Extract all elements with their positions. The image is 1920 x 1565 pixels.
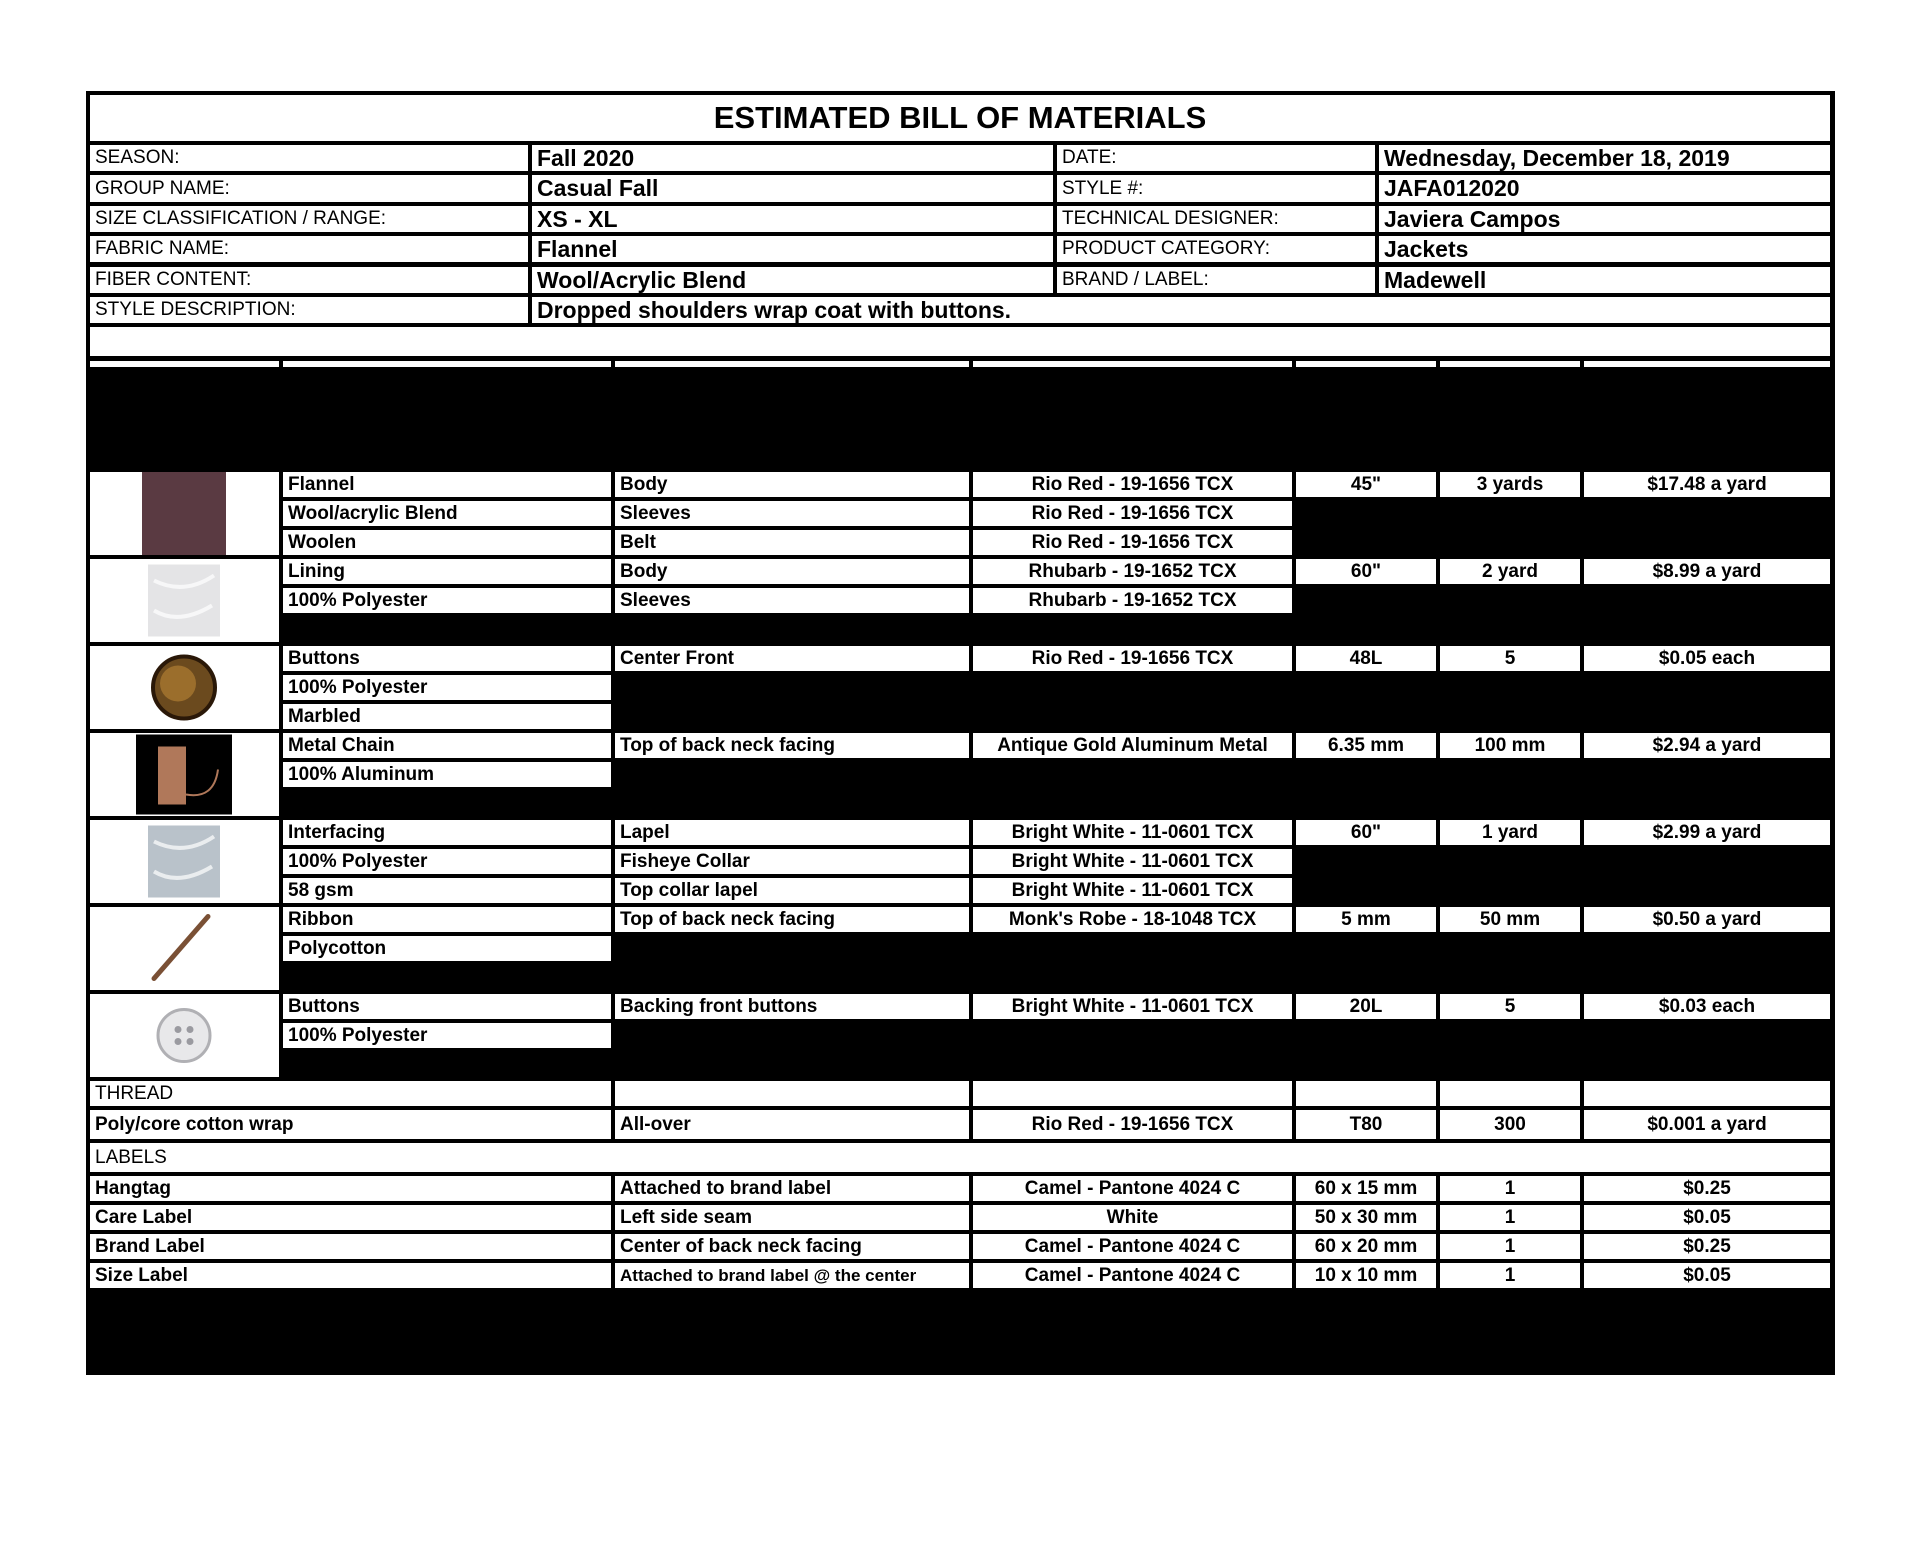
label-cell: White	[973, 1205, 1292, 1230]
spacer-row	[90, 327, 1830, 356]
size-value: XS - XL	[532, 206, 1053, 232]
label-cell: $0.25	[1584, 1176, 1830, 1201]
label-item: Size Label	[90, 1263, 611, 1288]
label-cell: 10 x 10 mm	[1296, 1263, 1436, 1288]
table-cell: 1 yard	[1440, 820, 1580, 845]
style_no-label: STYLE #:	[1057, 175, 1375, 202]
table-cell: 60"	[1296, 559, 1436, 584]
table-cell: 20L	[1296, 994, 1436, 1019]
table-cell: Flannel	[283, 472, 611, 497]
table-cell: Bright White - 11-0601 TCX	[973, 820, 1292, 845]
label-cell: 50 x 30 mm	[1296, 1205, 1436, 1230]
ribbon-icon	[90, 907, 279, 990]
label-cell: $0.05	[1584, 1263, 1830, 1288]
image-cell	[90, 646, 279, 729]
table-cell: Woolen	[283, 530, 611, 555]
column-header-line	[90, 361, 279, 365]
column-header-line	[973, 361, 1292, 365]
table-cell: Monk's Robe - 18-1048 TCX	[973, 907, 1292, 932]
label-item: Hangtag	[90, 1176, 611, 1201]
tech-value: Javiera Campos	[1379, 206, 1830, 232]
bill-of-materials-sheet	[86, 91, 1835, 1375]
category-label: PRODUCT CATEGORY:	[1057, 236, 1375, 262]
label-cell: Camel - Pantone 4024 C	[973, 1263, 1292, 1288]
table-cell: $0.50 a yard	[1584, 907, 1830, 932]
thread-section-label: THREAD	[90, 1081, 611, 1106]
table-cell: Buttons	[283, 994, 611, 1019]
brand-label: BRAND / LABEL:	[1057, 267, 1375, 293]
fiber-label: FIBER CONTENT:	[90, 267, 528, 293]
empty-cell	[1584, 1081, 1830, 1106]
date-label: DATE:	[1057, 145, 1375, 171]
table-cell: Top of back neck facing	[615, 733, 969, 758]
column-header-item	[283, 361, 611, 367]
table-cell: Antique Gold Aluminum Metal	[973, 733, 1292, 758]
table-cell: 58 gsm	[283, 878, 611, 903]
column-header-size	[1296, 361, 1436, 367]
tech-label: TECHNICAL DESIGNER:	[1057, 206, 1375, 232]
label-cell: Attached to brand label	[615, 1176, 969, 1201]
table-cell: $0.05 each	[1584, 646, 1830, 671]
image-cell	[90, 472, 279, 555]
table-cell: Top collar lapel	[615, 878, 969, 903]
table-cell: Buttons	[283, 646, 611, 671]
group-value: Casual Fall	[532, 175, 1053, 202]
season-value: Fall 2020	[532, 145, 1053, 171]
thread-cell: Rio Red - 19-1656 TCX	[973, 1110, 1292, 1139]
table-cell: 100% Polyester	[283, 849, 611, 874]
image-cell	[90, 907, 279, 990]
label-cell: 1	[1440, 1263, 1580, 1288]
date-value: Wednesday, December 18, 2019	[1379, 145, 1830, 171]
column-header-line	[1440, 361, 1580, 365]
table-cell: Body	[615, 559, 969, 584]
white-button-icon	[90, 994, 279, 1077]
thread-cell: 300	[1440, 1110, 1580, 1139]
table-cell: Interfacing	[283, 820, 611, 845]
style_no-value: JAFA012020	[1379, 175, 1830, 202]
table-cell: $17.48 a yard	[1584, 472, 1830, 497]
label-item: Care Label	[90, 1205, 611, 1230]
column-header-placement	[615, 361, 969, 367]
fiber-value: Wool/Acrylic Blend	[532, 267, 1053, 293]
table-cell: 45"	[1296, 472, 1436, 497]
group-label: GROUP NAME:	[90, 175, 528, 202]
style-description-value: Dropped shoulders wrap coat with buttons.	[532, 297, 1830, 323]
column-header-line	[1584, 361, 1830, 365]
image-cell	[90, 559, 279, 642]
interfacing-swatch-icon	[90, 820, 279, 903]
table-cell: Rio Red - 19-1656 TCX	[973, 472, 1292, 497]
thread-item: Poly/core cotton wrap	[90, 1110, 611, 1139]
table-cell: 100% Polyester	[283, 1023, 611, 1048]
table-cell: Ribbon	[283, 907, 611, 932]
flannel-swatch-icon	[90, 472, 279, 555]
table-cell: $2.94 a yard	[1584, 733, 1830, 758]
label-cell: Camel - Pantone 4024 C	[973, 1176, 1292, 1201]
column-header-line	[1296, 361, 1436, 365]
table-cell: Sleeves	[615, 501, 969, 526]
size-label: SIZE CLASSIFICATION / RANGE:	[90, 206, 528, 232]
column-header-line	[615, 361, 969, 365]
table-cell: Wool/acrylic Blend	[283, 501, 611, 526]
table-cell: 100% Polyester	[283, 588, 611, 613]
table-cell: Lapel	[615, 820, 969, 845]
table-cell: 5	[1440, 994, 1580, 1019]
labels-section-label: LABELS	[90, 1143, 1830, 1172]
table-cell: 5	[1440, 646, 1580, 671]
table-cell: Rio Red - 19-1656 TCX	[973, 646, 1292, 671]
thread-cell: $0.001 a yard	[1584, 1110, 1830, 1139]
table-cell: Center Front	[615, 646, 969, 671]
label-cell: $0.05	[1584, 1205, 1830, 1230]
table-cell: Top of back neck facing	[615, 907, 969, 932]
label-cell: Attached to brand label @ the center	[615, 1263, 969, 1288]
label-cell: 60 x 15 mm	[1296, 1176, 1436, 1201]
table-cell: Backing front buttons	[615, 994, 969, 1019]
table-cell: $8.99 a yard	[1584, 559, 1830, 584]
table-cell: Polycotton	[283, 936, 611, 961]
table-cell: 5 mm	[1296, 907, 1436, 932]
label-cell: 1	[1440, 1176, 1580, 1201]
label-cell: Left side seam	[615, 1205, 969, 1230]
image-cell	[90, 733, 279, 816]
page-title: ESTIMATED BILL OF MATERIALS	[90, 95, 1830, 141]
image-cell	[90, 820, 279, 903]
fabric-value: Flannel	[532, 236, 1053, 262]
table-cell: Fisheye Collar	[615, 849, 969, 874]
fabric-label: FABRIC NAME:	[90, 236, 528, 262]
label-cell: Center of back neck facing	[615, 1234, 969, 1259]
table-cell: 2 yard	[1440, 559, 1580, 584]
column-header-cost	[1584, 361, 1830, 367]
table-cell: 48L	[1296, 646, 1436, 671]
table-cell: Marbled	[283, 704, 611, 729]
column-header-color	[973, 361, 1292, 367]
table-cell: Rio Red - 19-1656 TCX	[973, 530, 1292, 555]
label-cell: $0.25	[1584, 1234, 1830, 1259]
table-cell: 50 mm	[1440, 907, 1580, 932]
label-cell: 1	[1440, 1205, 1580, 1230]
table-cell: 3 yards	[1440, 472, 1580, 497]
thread-cell: T80	[1296, 1110, 1436, 1139]
style-description-label: STYLE DESCRIPTION:	[90, 297, 528, 323]
table-cell: 100% Aluminum	[283, 762, 611, 787]
label-cell: 60 x 20 mm	[1296, 1234, 1436, 1259]
empty-cell	[973, 1081, 1292, 1106]
marbled-button-icon	[90, 646, 279, 729]
column-header-qty	[1440, 361, 1580, 367]
label-item: Brand Label	[90, 1234, 611, 1259]
table-cell: 100 mm	[1440, 733, 1580, 758]
table-cell: Rio Red - 19-1656 TCX	[973, 501, 1292, 526]
thread-cell: All-over	[615, 1110, 969, 1139]
table-cell: Rhubarb - 19-1652 TCX	[973, 588, 1292, 613]
table-cell: Rhubarb - 19-1652 TCX	[973, 559, 1292, 584]
table-cell: $2.99 a yard	[1584, 820, 1830, 845]
table-cell: Sleeves	[615, 588, 969, 613]
label-cell: 1	[1440, 1234, 1580, 1259]
brand-value: Madewell	[1379, 267, 1830, 293]
label-cell: Camel - Pantone 4024 C	[973, 1234, 1292, 1259]
table-cell: Bright White - 11-0601 TCX	[973, 994, 1292, 1019]
table-cell: Lining	[283, 559, 611, 584]
table-cell: $0.03 each	[1584, 994, 1830, 1019]
empty-cell	[1440, 1081, 1580, 1106]
season-label: SEASON:	[90, 145, 528, 171]
column-header-line	[283, 361, 611, 365]
metal-chain-spool-icon	[90, 733, 279, 816]
table-cell: 100% Polyester	[283, 675, 611, 700]
table-cell: Bright White - 11-0601 TCX	[973, 849, 1292, 874]
empty-cell	[615, 1081, 969, 1106]
table-cell: 6.35 mm	[1296, 733, 1436, 758]
table-cell: Metal Chain	[283, 733, 611, 758]
table-cell: Body	[615, 472, 969, 497]
image-cell	[90, 994, 279, 1077]
table-cell: Bright White - 11-0601 TCX	[973, 878, 1292, 903]
column-header-image	[90, 361, 279, 367]
lining-swatch-icon	[90, 559, 279, 642]
table-cell: 60"	[1296, 820, 1436, 845]
category-value: Jackets	[1379, 236, 1830, 262]
table-cell: Belt	[615, 530, 969, 555]
empty-cell	[1296, 1081, 1436, 1106]
